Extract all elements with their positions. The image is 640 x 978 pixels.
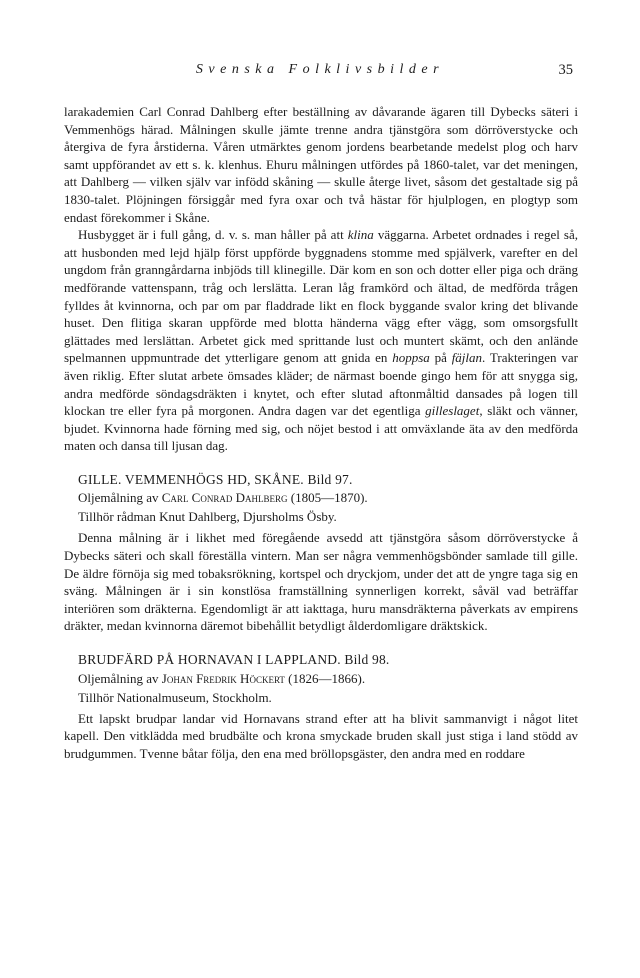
section-title: GILLE. VEMMENHÖGS HD, SKÅNE. [78,471,304,487]
running-title: Svenska Folklivsbilder [195,62,445,77]
artist-dates: (1826—1866). [288,670,366,686]
section-heading [64,471,578,489]
owner-line: Tillhör Nationalmuseum, Stockholm. [78,689,272,705]
italic-term-hoppsa: hoppsa [392,350,430,366]
artist-dates: (1805—1870). [290,490,368,506]
italic-term-fajlan: fäjlan [451,350,483,366]
text-run: på [429,350,452,366]
painting-credit [64,669,578,688]
text-run: , släkt och vänner, bjudet. Kvinnorna hade förning med sig, och nöjet bestod i att omväxlande äta av den medförda maten och dansa till ljusan dag. [64,403,578,454]
medium-label: Oljemålning av [78,670,159,686]
painting-credit [64,488,578,507]
owner-line: Tillhör rådman Knut Dahlberg, Djursholms Ösby. [78,509,337,525]
text-run: Husbygget är i full gång, d. v. s. man håller på att [78,227,348,243]
running-header [0,62,640,82]
page-number: 35 [558,62,573,78]
paragraph-house-building [64,226,578,455]
section-brudfard [64,651,578,762]
section-description: Ett lapskt brudpar landar vid Hornavans strand efter att ha blivit sammanvigt i något litet kapell. Den vitklädda med brudbälte och krona smyckade bruden skall just stiga i land stödd av brudgummen. Tvenne båtar följa, den ena med bröllopsgäster, den andra med en roddare [64,710,578,761]
paragraph-spring-painting: larakademien Carl Conrad Dahlberg efter beställning av dåvarande ägaren till Dybecks säteri i Vemmenhögs härad. Målningen skulle jämte trenne andra tjänstgöra som dörröverstycke och återgiva de fyra årstiderna. Våren utmärktes genom jordens bearbetande medelst plog och harv samt uppförandet av ett s. k. klenhus. Ehuru målningen utfördes på 1860-talet, var det meningen, att Dahlberg — vilken själv var infödd skåning — skulle återge livet, såsom det gestaltade sig på 1830-talet. Plöjningen försiggår med fyra oxar och två hästar för hjulplogen, en plogtyp som endast förekommer i Skåne. [64,104,578,225]
section-gille [64,471,578,635]
section-heading [64,651,578,669]
text-run: . Trakteringen var även riklig. Efter slutat arbete ömsades kläder; de närmast boende gingo hem för att snygga sig, andra medförde söndagsdräkten i knytet, och efter slutad aftonmåltid dansades på logen till klockan tre eller fyra på morgonen. Andra dagen var det egentliga [64,350,578,419]
plate-reference: Bild 97. [307,471,353,487]
text-run: väggarna. Arbetet ordnades i regel så, att husbonden med lejd hjälp först uppförde byggnadens stomme med spjälverk, varefter en del ungdom från granngårdarna inbjöds till klinegille. Där kom en son och dotter eller piga och dräng medförande vattenspann, tråg och lerslätta. Leran låg framkörd och ältad, de medförda trågen fylldes åt kvinnorna, och par om par fladdrade likt en flock byggande svalor kring det blivande huset. Den flitiga skaran uppförde med blotta händerna vägg efter vägg, som omsorgsfullt glättades med lerslättan. Arbetet gick med sprittande lust och muntert skämt, och den anlände spelmannen uppmuntrade det ytterligare genom att gnida en [64,227,578,366]
italic-term-klina: klina [347,227,374,243]
section-title: BRUDFÄRD PÅ HORNAVAN I LAPPLAND. [78,652,341,668]
body-text [64,103,578,762]
medium-label: Oljemålning av [78,490,159,506]
artist-name: Carl Conrad Dahlberg [161,490,288,506]
section-description: Denna målning är i likhet med föregående avsedd att tjänstgöra såsom dörröverstycke å Dybecks säteri och skall föreställa vintern. Man ser några vemmenhögsbönder samlade till gille. De äldre förnöja sig med tobaksrökning, kortspel och dryckjom, under det att de yngre taga sig en sväng. Målningen är i sin konstlösa framställning synnerligen korrekt, såväl vad beträffar interiören som dräkterna. Egendomligt är att iakttaga, huru mansdräkterna påverkats av empirens dräkter, medan kvinnorna däremot bibehållit betydligt ålderdomligare dräktskick. [64,530,578,634]
plate-reference: Bild 98. [344,652,390,668]
italic-term-gilleslaget: gilleslaget [425,403,480,419]
artist-name: Johan Fredrik Höckert [161,670,285,686]
